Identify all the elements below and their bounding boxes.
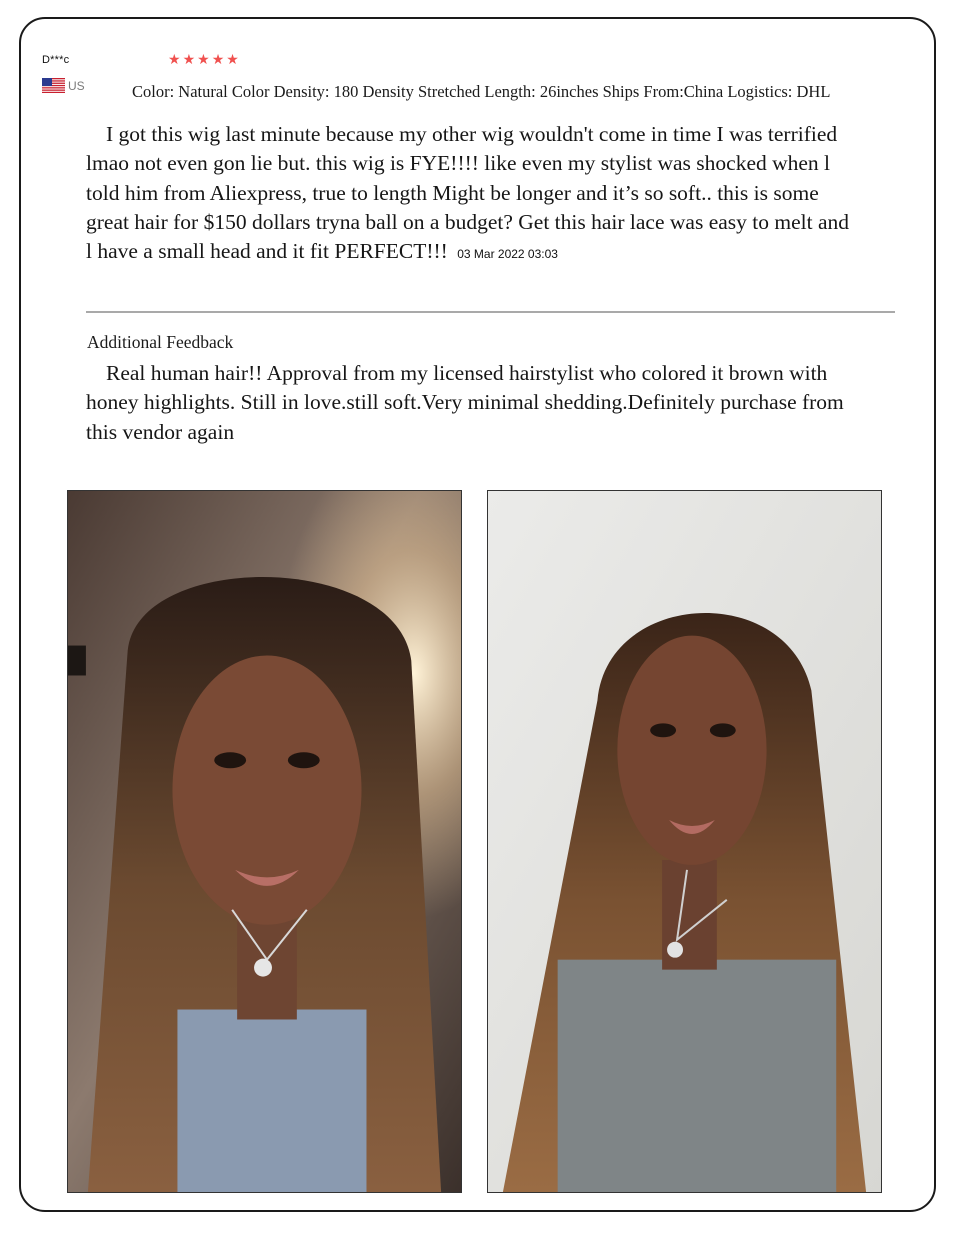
divider: [86, 311, 895, 313]
review-photo-2[interactable]: [487, 490, 882, 1193]
additional-feedback-text: Real human hair!! Approval from my licensed hairstylist who colored it brown with honey highlights. Still in love.still soft.Very minimal shedding.Definitely purchase from this vendor again: [86, 361, 844, 444]
review-photo-2-image: [488, 491, 881, 1192]
star-icon: ★: [226, 52, 239, 68]
review-photo-1[interactable]: [67, 490, 462, 1193]
product-specs: Color: Natural Color Density: 180 Density Stretched Length: 26inches Ships From:China Logistics: DHL: [132, 82, 831, 101]
additional-feedback-heading: Additional Feedback: [87, 332, 234, 352]
reviewer-name: D***c: [42, 54, 70, 66]
review-date: 03 Mar 2022 03:03: [457, 247, 558, 262]
star-rating: [168, 52, 239, 68]
review-body: [86, 120, 854, 269]
review-photo-1-image: [68, 491, 461, 1192]
country-code: US: [68, 78, 85, 93]
us-flag-icon: [42, 78, 65, 93]
review-text: I got this wig last minute because my other wig wouldn't come in time I was terrified lmao not even gon lie but. this wig is FYE!!!! like even my stylist was shocked when l told him from Aliexpress, true to length Might be longer and it’s so soft.. this is some great hair for $150 dollars tryna ball on a budget? Get this hair lace was easy to melt and l have a small head and it fit PERFECT!!!: [86, 122, 849, 264]
star-icon: ★: [168, 52, 181, 68]
reviewer-country: [42, 78, 85, 93]
star-icon: ★: [182, 52, 196, 68]
star-icon: ★: [211, 52, 225, 68]
star-icon: ★: [197, 52, 210, 68]
